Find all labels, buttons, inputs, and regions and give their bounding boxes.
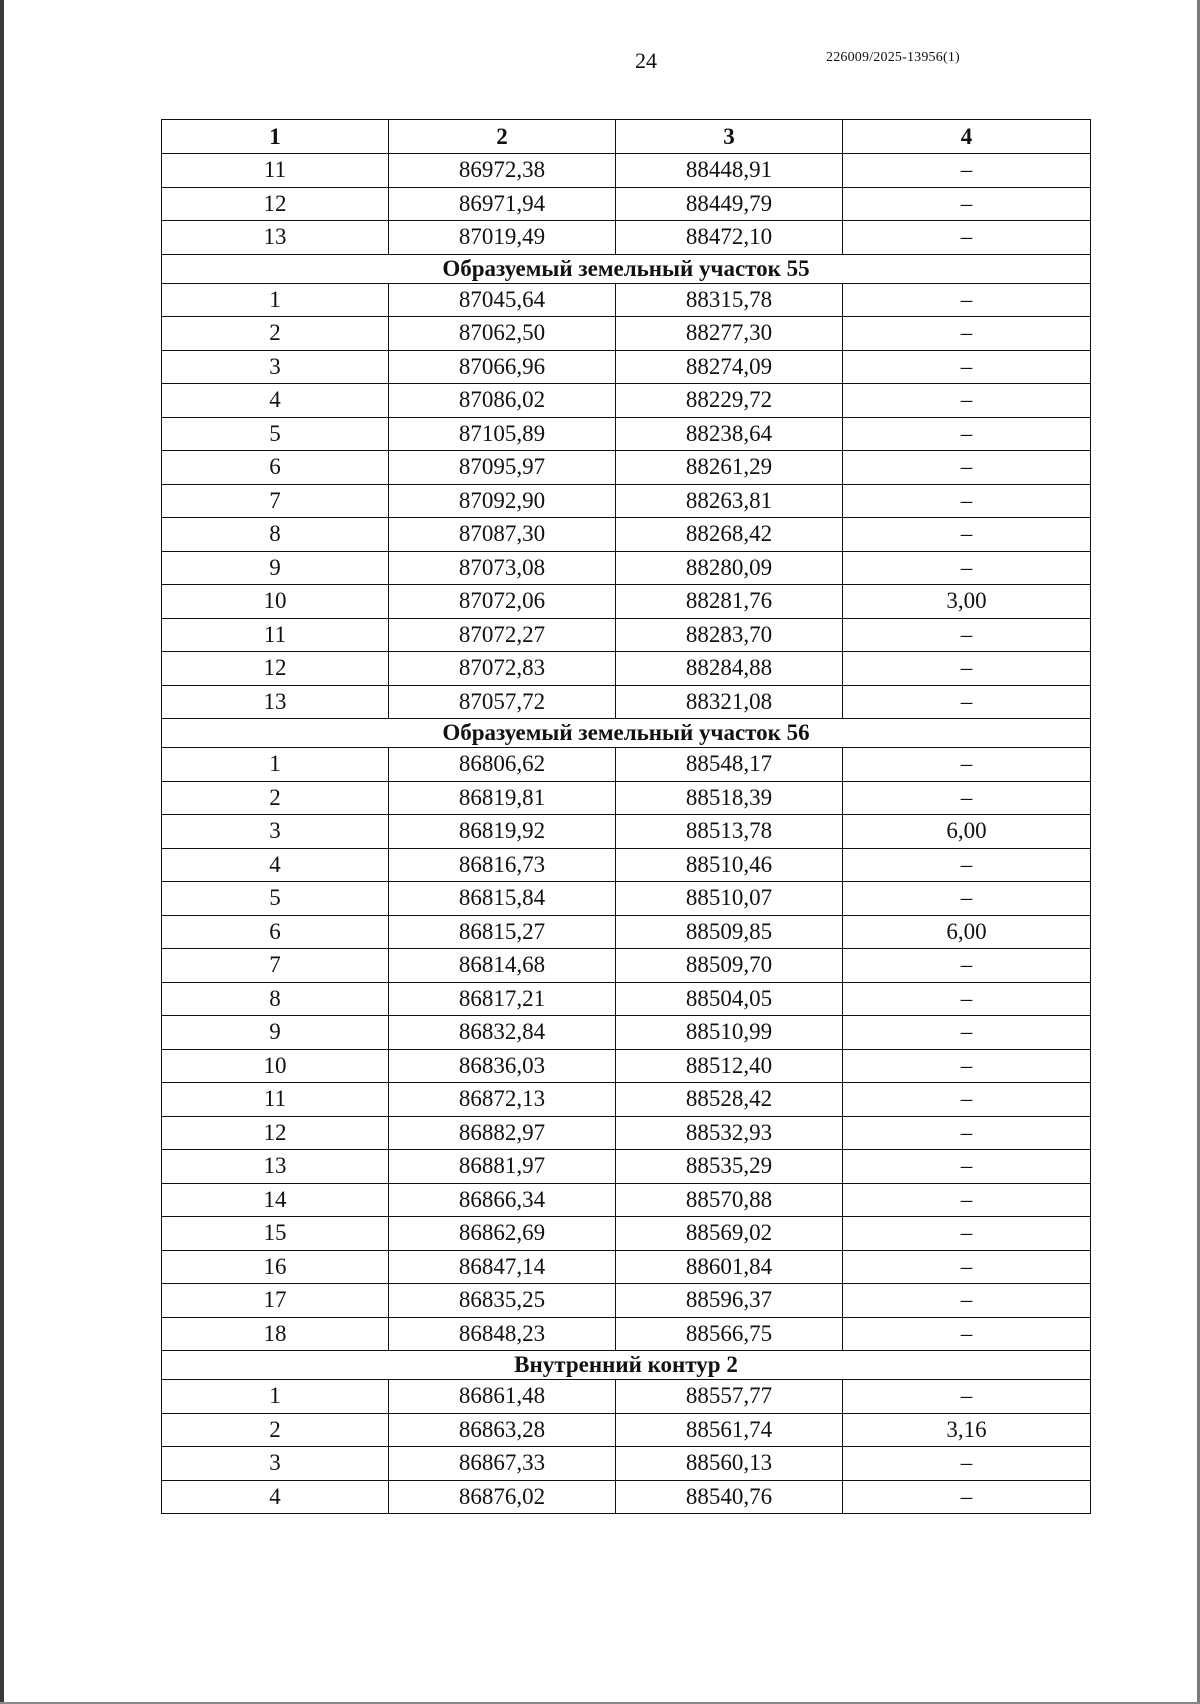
table-header-row: [162, 120, 1091, 154]
point-number-cell: 11: [162, 154, 389, 188]
point-number-cell: 4: [162, 384, 389, 418]
x-coordinate-cell: 86817,21: [389, 982, 616, 1016]
y-coordinate-cell: 88535,29: [616, 1150, 843, 1184]
x-coordinate-cell: 86862,69: [389, 1217, 616, 1251]
value-cell: –: [843, 949, 1091, 983]
y-coordinate-cell: 88510,07: [616, 882, 843, 916]
table-row: [162, 748, 1091, 782]
table-row: [162, 1150, 1091, 1184]
y-coordinate-cell: 88281,76: [616, 585, 843, 619]
table-row: [162, 1016, 1091, 1050]
table-row: [162, 317, 1091, 351]
y-coordinate-cell: 88315,78: [616, 283, 843, 317]
y-coordinate-cell: 88512,40: [616, 1049, 843, 1083]
section-title-row: [162, 1351, 1091, 1380]
x-coordinate-cell: 86863,28: [389, 1413, 616, 1447]
point-number-cell: 7: [162, 949, 389, 983]
x-coordinate-cell: 86881,97: [389, 1150, 616, 1184]
x-coordinate-cell: 86835,25: [389, 1284, 616, 1318]
y-coordinate-cell: 88570,88: [616, 1183, 843, 1217]
y-coordinate-cell: 88504,05: [616, 982, 843, 1016]
y-coordinate-cell: 88261,29: [616, 451, 843, 485]
point-number-cell: 6: [162, 451, 389, 485]
point-number-cell: 12: [162, 652, 389, 686]
y-coordinate-cell: 88532,93: [616, 1116, 843, 1150]
x-coordinate-cell: 87057,72: [389, 685, 616, 719]
x-coordinate-cell: 87019,49: [389, 221, 616, 255]
value-cell: –: [843, 1016, 1091, 1050]
x-coordinate-cell: 86876,02: [389, 1480, 616, 1514]
table-row: [162, 283, 1091, 317]
x-coordinate-cell: 87072,06: [389, 585, 616, 619]
page-number: 24: [635, 48, 657, 73]
y-coordinate-cell: 88540,76: [616, 1480, 843, 1514]
x-coordinate-cell: 87072,83: [389, 652, 616, 686]
y-coordinate-cell: 88560,13: [616, 1447, 843, 1481]
y-coordinate-cell: 88518,39: [616, 781, 843, 815]
x-coordinate-cell: 86832,84: [389, 1016, 616, 1050]
point-number-cell: 8: [162, 518, 389, 552]
table-row: [162, 1480, 1091, 1514]
point-number-cell: 11: [162, 1083, 389, 1117]
value-cell: –: [843, 848, 1091, 882]
table-row: [162, 518, 1091, 552]
point-number-cell: 13: [162, 1150, 389, 1184]
header-cell-4: 4: [843, 120, 1091, 154]
value-cell: –: [843, 652, 1091, 686]
header-cell-1: 1: [162, 120, 389, 154]
table-row: [162, 1284, 1091, 1318]
x-coordinate-cell: 86972,38: [389, 154, 616, 188]
table-row: [162, 451, 1091, 485]
table-row: [162, 1317, 1091, 1351]
x-coordinate-cell: 87095,97: [389, 451, 616, 485]
value-cell: –: [843, 1049, 1091, 1083]
y-coordinate-cell: 88448,91: [616, 154, 843, 188]
value-cell: –: [843, 417, 1091, 451]
value-cell: –: [843, 317, 1091, 351]
value-cell: –: [843, 685, 1091, 719]
table-row: [162, 484, 1091, 518]
table-row: [162, 1049, 1091, 1083]
x-coordinate-cell: 86815,84: [389, 882, 616, 916]
value-cell: –: [843, 882, 1091, 916]
y-coordinate-cell: 88569,02: [616, 1217, 843, 1251]
point-number-cell: 3: [162, 815, 389, 849]
value-cell: –: [843, 350, 1091, 384]
point-number-cell: 9: [162, 551, 389, 585]
x-coordinate-cell: 86872,13: [389, 1083, 616, 1117]
y-coordinate-cell: 88238,64: [616, 417, 843, 451]
x-coordinate-cell: 87045,64: [389, 283, 616, 317]
table-row: [162, 882, 1091, 916]
table-row: [162, 154, 1091, 188]
table-row: [162, 384, 1091, 418]
table-row: [162, 1413, 1091, 1447]
y-coordinate-cell: 88509,85: [616, 915, 843, 949]
x-coordinate-cell: 87105,89: [389, 417, 616, 451]
x-coordinate-cell: 87072,27: [389, 618, 616, 652]
y-coordinate-cell: 88283,70: [616, 618, 843, 652]
table-row: [162, 551, 1091, 585]
x-coordinate-cell: 86867,33: [389, 1447, 616, 1481]
value-cell: –: [843, 1317, 1091, 1351]
table-row: [162, 781, 1091, 815]
point-number-cell: 10: [162, 585, 389, 619]
section-title: Внутренний контур 2: [162, 1351, 1091, 1380]
y-coordinate-cell: 88472,10: [616, 221, 843, 255]
x-coordinate-cell: 86882,97: [389, 1116, 616, 1150]
point-number-cell: 1: [162, 748, 389, 782]
point-number-cell: 15: [162, 1217, 389, 1251]
point-number-cell: 17: [162, 1284, 389, 1318]
table-row: [162, 417, 1091, 451]
point-number-cell: 5: [162, 417, 389, 451]
point-number-cell: 8: [162, 982, 389, 1016]
y-coordinate-cell: 88229,72: [616, 384, 843, 418]
table-row: [162, 1250, 1091, 1284]
value-cell: –: [843, 1116, 1091, 1150]
y-coordinate-cell: 88509,70: [616, 949, 843, 983]
point-number-cell: 4: [162, 848, 389, 882]
table-row: [162, 1447, 1091, 1481]
value-cell: –: [843, 1250, 1091, 1284]
y-coordinate-cell: 88280,09: [616, 551, 843, 585]
value-cell: –: [843, 187, 1091, 221]
x-coordinate-cell: 87066,96: [389, 350, 616, 384]
point-number-cell: 10: [162, 1049, 389, 1083]
x-coordinate-cell: 86848,23: [389, 1317, 616, 1351]
y-coordinate-cell: 88263,81: [616, 484, 843, 518]
value-cell: –: [843, 748, 1091, 782]
x-coordinate-cell: 87086,02: [389, 384, 616, 418]
y-coordinate-cell: 88513,78: [616, 815, 843, 849]
x-coordinate-cell: 86866,34: [389, 1183, 616, 1217]
coordinates-table: [161, 119, 1091, 1514]
header-cell-2: 2: [389, 120, 616, 154]
scan-edge-left: [0, 0, 4, 1704]
y-coordinate-cell: 88557,77: [616, 1380, 843, 1414]
value-cell: –: [843, 1150, 1091, 1184]
y-coordinate-cell: 88596,37: [616, 1284, 843, 1318]
table-row: [162, 915, 1091, 949]
table-row: [162, 585, 1091, 619]
point-number-cell: 9: [162, 1016, 389, 1050]
point-number-cell: 12: [162, 1116, 389, 1150]
table-row: [162, 350, 1091, 384]
table-row: [162, 1380, 1091, 1414]
value-cell: –: [843, 283, 1091, 317]
point-number-cell: 2: [162, 317, 389, 351]
value-cell: –: [843, 518, 1091, 552]
point-number-cell: 7: [162, 484, 389, 518]
y-coordinate-cell: 88274,09: [616, 350, 843, 384]
value-cell: –: [843, 154, 1091, 188]
value-cell: 6,00: [843, 915, 1091, 949]
point-number-cell: 11: [162, 618, 389, 652]
point-number-cell: 13: [162, 685, 389, 719]
table-row: [162, 1116, 1091, 1150]
point-number-cell: 4: [162, 1480, 389, 1514]
value-cell: –: [843, 384, 1091, 418]
value-cell: 3,00: [843, 585, 1091, 619]
table-row: [162, 815, 1091, 849]
x-coordinate-cell: 86836,03: [389, 1049, 616, 1083]
point-number-cell: 6: [162, 915, 389, 949]
x-coordinate-cell: 86847,14: [389, 1250, 616, 1284]
coordinates-table-body: [162, 120, 1091, 1514]
table-row: [162, 221, 1091, 255]
section-title-row: [162, 254, 1091, 283]
table-row: [162, 949, 1091, 983]
value-cell: –: [843, 484, 1091, 518]
y-coordinate-cell: 88510,46: [616, 848, 843, 882]
y-coordinate-cell: 88548,17: [616, 748, 843, 782]
value-cell: –: [843, 1083, 1091, 1117]
point-number-cell: 2: [162, 781, 389, 815]
value-cell: –: [843, 1217, 1091, 1251]
x-coordinate-cell: 86861,48: [389, 1380, 616, 1414]
point-number-cell: 16: [162, 1250, 389, 1284]
y-coordinate-cell: 88561,74: [616, 1413, 843, 1447]
x-coordinate-cell: 87062,50: [389, 317, 616, 351]
point-number-cell: 1: [162, 1380, 389, 1414]
x-coordinate-cell: 86971,94: [389, 187, 616, 221]
section-title-row: [162, 719, 1091, 748]
y-coordinate-cell: 88268,42: [616, 518, 843, 552]
y-coordinate-cell: 88601,84: [616, 1250, 843, 1284]
point-number-cell: 3: [162, 1447, 389, 1481]
value-cell: 6,00: [843, 815, 1091, 849]
value-cell: –: [843, 1447, 1091, 1481]
table-row: [162, 1183, 1091, 1217]
section-title: Образуемый земельный участок 55: [162, 254, 1091, 283]
table-row: [162, 652, 1091, 686]
point-number-cell: 14: [162, 1183, 389, 1217]
y-coordinate-cell: 88566,75: [616, 1317, 843, 1351]
point-number-cell: 2: [162, 1413, 389, 1447]
point-number-cell: 5: [162, 882, 389, 916]
x-coordinate-cell: 86814,68: [389, 949, 616, 983]
value-cell: 3,16: [843, 1413, 1091, 1447]
point-number-cell: 13: [162, 221, 389, 255]
y-coordinate-cell: 88528,42: [616, 1083, 843, 1117]
table-row: [162, 1083, 1091, 1117]
value-cell: –: [843, 1480, 1091, 1514]
y-coordinate-cell: 88449,79: [616, 187, 843, 221]
x-coordinate-cell: 86806,62: [389, 748, 616, 782]
document-id: 226009/2025-13956(1): [826, 50, 960, 65]
value-cell: –: [843, 1284, 1091, 1318]
table-row: [162, 848, 1091, 882]
point-number-cell: 18: [162, 1317, 389, 1351]
value-cell: –: [843, 221, 1091, 255]
x-coordinate-cell: 87073,08: [389, 551, 616, 585]
value-cell: –: [843, 781, 1091, 815]
x-coordinate-cell: 86815,27: [389, 915, 616, 949]
x-coordinate-cell: 86816,73: [389, 848, 616, 882]
section-title: Образуемый земельный участок 56: [162, 719, 1091, 748]
x-coordinate-cell: 87092,90: [389, 484, 616, 518]
value-cell: –: [843, 1183, 1091, 1217]
value-cell: –: [843, 451, 1091, 485]
table-row: [162, 982, 1091, 1016]
x-coordinate-cell: 86819,81: [389, 781, 616, 815]
x-coordinate-cell: 86819,92: [389, 815, 616, 849]
value-cell: –: [843, 618, 1091, 652]
point-number-cell: 3: [162, 350, 389, 384]
point-number-cell: 12: [162, 187, 389, 221]
value-cell: –: [843, 551, 1091, 585]
table-row: [162, 618, 1091, 652]
value-cell: –: [843, 1380, 1091, 1414]
x-coordinate-cell: 87087,30: [389, 518, 616, 552]
table-row: [162, 685, 1091, 719]
value-cell: –: [843, 982, 1091, 1016]
y-coordinate-cell: 88277,30: [616, 317, 843, 351]
table-row: [162, 187, 1091, 221]
y-coordinate-cell: 88510,99: [616, 1016, 843, 1050]
point-number-cell: 1: [162, 283, 389, 317]
y-coordinate-cell: 88284,88: [616, 652, 843, 686]
y-coordinate-cell: 88321,08: [616, 685, 843, 719]
header-cell-3: 3: [616, 120, 843, 154]
table-row: [162, 1217, 1091, 1251]
